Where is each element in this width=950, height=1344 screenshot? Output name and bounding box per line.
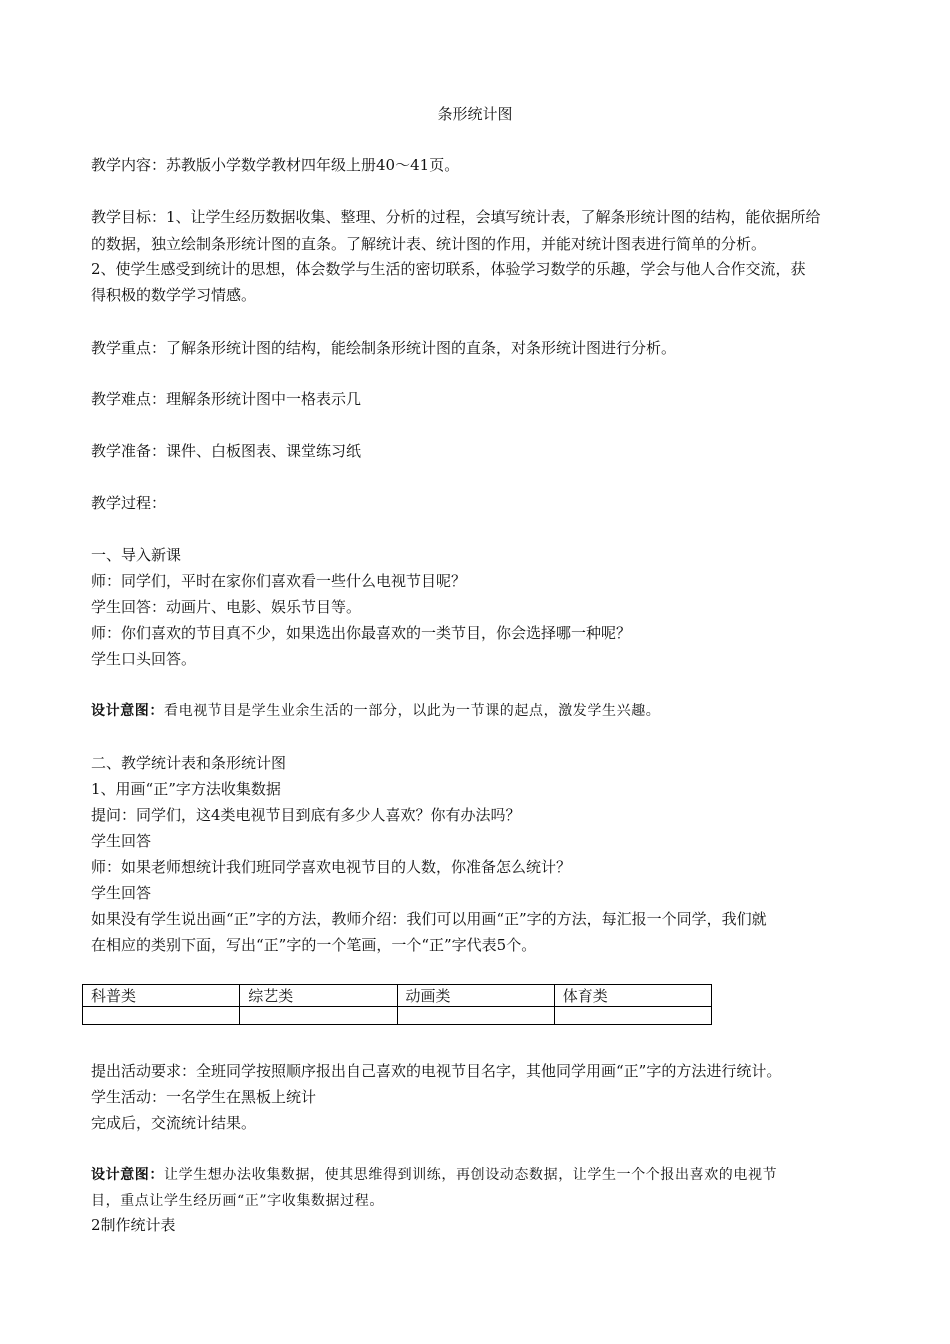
goals-line-1: 教学目标：1、让学生经历数据收集、整理、分析的过程，会填写统计表，了解条形统计图的结构，能依据所给 xyxy=(91,208,821,226)
goals-line-2: 的数据，独立绘制条形统计图的直条。了解统计表、统计图的作用，并能对统计图表进行简单的分析。 xyxy=(91,235,767,253)
section2-after-table: 完成后，交流统计结果。 xyxy=(91,1114,257,1132)
teaching-content-text: 苏教版小学数学教材四年级上册40～41页。 xyxy=(166,156,460,174)
table-header-cell: 科普类 xyxy=(83,985,240,1007)
goals-line-4: 得积极的数学学习情感。 xyxy=(91,286,257,304)
section2-line: 学生回答 xyxy=(91,884,152,902)
section2-after-table: 提出活动要求：全班同学按照顺序报出自己喜欢的电视节目名字，其他同学用画“正”字的方法进行统计。 xyxy=(91,1062,782,1080)
section2-line: 1、用画“正”字方法收集数据 xyxy=(91,780,281,798)
preparation: 教学准备：课件、白板图表、课堂练习纸 xyxy=(91,442,362,460)
section2-line: 学生回答 xyxy=(91,832,152,850)
process-label: 教学过程： xyxy=(91,494,167,512)
section1-line: 师：同学们，平时在家你们喜欢看一些什么电视节目呢？ xyxy=(91,572,467,590)
section2-design-intent-cont: 目，重点让学生经历画“正”字收集数据过程。 xyxy=(91,1193,384,1209)
teaching-content xyxy=(91,155,459,175)
section1-line: 学生口头回答。 xyxy=(91,650,197,668)
section2-line: 提问：同学们，这4类电视节目到底有多少人喜欢？你有办法吗？ xyxy=(91,806,521,824)
table-header-cell: 体育类 xyxy=(554,985,711,1007)
section1-line: 学生回答：动画片、电影、娱乐节目等。 xyxy=(91,598,362,616)
design-intent-label: 设计意图： xyxy=(91,703,164,719)
goals-line-3: 2、使学生感受到统计的思想，体会数学与生活的密切联系，体验学习数学的乐趣，学会与他人合作交流，获 xyxy=(91,260,806,278)
teaching-content-label: 教学内容： xyxy=(91,156,167,174)
table-cell xyxy=(554,1007,711,1025)
design-intent-label: 设计意图： xyxy=(91,1167,164,1183)
difficulty: 教学难点：理解条形统计图中一格表示几 xyxy=(91,390,362,408)
section2-next-heading: 2制作统计表 xyxy=(91,1216,176,1234)
table-header-row xyxy=(83,985,712,1007)
section2-design-intent xyxy=(91,1165,777,1185)
table-header-cell: 动画类 xyxy=(397,985,554,1007)
table-row xyxy=(83,1007,712,1025)
tally-table xyxy=(82,984,712,1025)
section1-heading: 一、导入新课 xyxy=(91,546,182,564)
section2-line: 在相应的类别下面，写出“正”字的一个笔画，一个“正”字代表5个。 xyxy=(91,936,537,954)
section2-line: 师：如果老师想统计我们班同学喜欢电视节目的人数，你准备怎么统计？ xyxy=(91,858,572,876)
page-title: 条形统计图 xyxy=(437,105,513,123)
section1-line: 师：你们喜欢的节目真不少，如果选出你最喜欢的一类节目，你会选择哪一种呢？ xyxy=(91,624,632,642)
section2-after-table: 学生活动：一名学生在黑板上统计 xyxy=(91,1088,317,1106)
table-cell xyxy=(83,1007,240,1025)
table-cell xyxy=(240,1007,397,1025)
section2-line: 如果没有学生说出画“正”字的方法，教师介绍：我们可以用画“正”字的方法，每汇报一个同学，我们就 xyxy=(91,910,767,928)
design-intent-text: 看电视节目是学生业余生活的一部分，以此为一节课的起点，激发学生兴趣。 xyxy=(164,703,661,719)
design-intent-text: 让学生想办法收集数据，使其思维得到训练，再创设动态数据，让学生一个个报出喜欢的电视节 xyxy=(164,1167,778,1183)
table-cell xyxy=(397,1007,554,1025)
table-header-cell: 综艺类 xyxy=(240,985,397,1007)
section2-heading: 二、教学统计表和条形统计图 xyxy=(91,754,287,772)
key-point: 教学重点：了解条形统计图的结构，能绘制条形统计图的直条，对条形统计图进行分析。 xyxy=(91,339,677,357)
section1-design-intent xyxy=(91,701,660,721)
